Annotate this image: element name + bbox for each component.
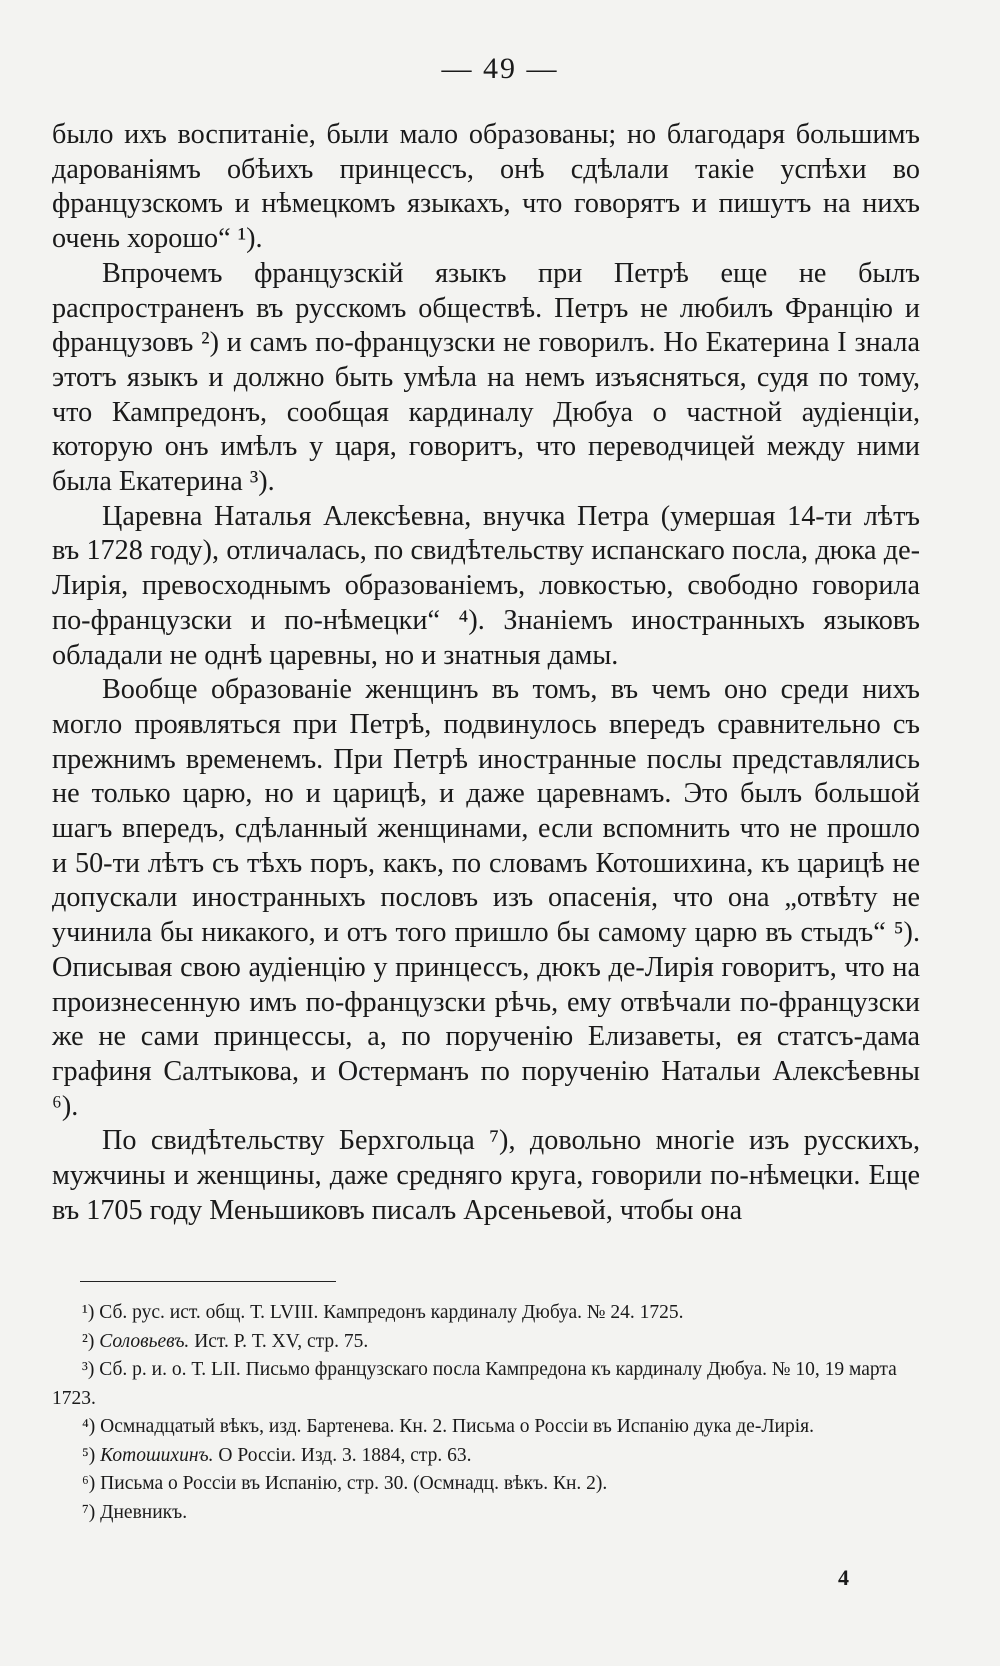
footnote-5 xyxy=(52,1442,920,1471)
footnote-2 xyxy=(52,1328,920,1357)
footnote-text: Дневникъ. xyxy=(100,1501,188,1523)
footnote-text: Сб. р. и. о. Т. LII. Письмо французскаго посла Кампредона къ кардиналу Дюбуа. № 10, 19 марта 1723. xyxy=(52,1359,897,1409)
footnote-text: Ист. Р. Т. XV, стр. 75. xyxy=(194,1330,369,1352)
main-text xyxy=(52,118,920,1229)
paragraph: По свидѣтельству Берхгольца ⁷), довольно многіе изъ русскихъ, мужчины и женщины, даже средняго круга, говорили по-нѣмецки. Еще въ 1705 году Меньшиковъ писалъ Арсеньевой, чтобы она xyxy=(52,1125,920,1226)
footnote-mark: ²) xyxy=(82,1330,95,1352)
footnote-7 xyxy=(52,1499,920,1528)
paragraph: было ихъ воспитаніе, были мало образованы; но благодаря большимъ дарованіямъ обѣихъ принцессъ, онѣ сдѣлали такіе успѣхи во французскомъ и нѣмецкомъ языкахъ, что говорятъ и пишутъ на нихъ очень хорошо“ ¹). xyxy=(52,119,920,255)
footnote-3 xyxy=(52,1356,920,1413)
footnote-author: Котошихинъ. xyxy=(100,1444,214,1466)
footnote-6 xyxy=(52,1470,920,1499)
footnote-author: Соловьевъ. xyxy=(99,1330,190,1352)
paragraph: Вообще образованіе женщинъ въ томъ, въ чемъ оно среди нихъ могло проявляться при Петрѣ, подвинулось впередъ сравнительно съ прежнимъ временемъ. При Петрѣ иностранные послы представлялись не только царю, но и царицѣ, и даже царевнамъ. Это былъ большой шагъ впередъ, сдѣланный женщинами, если вспомнить что не прошло и 50-ти лѣтъ съ тѣхъ поръ, какъ, по словамъ Котошихина, къ царицѣ не допускали иностранныхъ пословъ изъ опасенія, что она „отвѣту не учинила бы никакого, и отъ того пришло бы самому царю въ стыдъ“ ⁵). Описывая свою аудіенцію у принцессъ, дюкъ де-Лирія говоритъ, что на произнесенную имъ по-французски рѣчь, ему отвѣчали по-французски же не сами принцессы, а, по порученію Елизаветы, ея статсъ-дама графиня Салтыкова, и Остерманъ по порученію Натальи Алексѣевны ⁶). xyxy=(52,674,920,1122)
paragraph: Впрочемъ французскій языкъ при Петрѣ еще не былъ распространенъ въ русскомъ обществѣ. Петръ не любилъ Францію и французовъ ²) и самъ по-французски не говорилъ. Но Екатерина I знала этотъ языкъ и должно быть умѣла на немъ изъясняться, судя по тому, что Кампредонъ, сообщая кардиналу Дюбуа о частной аудіенціи, которую онъ имѣлъ у царя, говоритъ, что переводчицей между ними была Екатерина ³). xyxy=(52,257,920,498)
footnote-1 xyxy=(52,1299,920,1328)
footnotes xyxy=(52,1299,920,1527)
footnote-text: О Россіи. Изд. 3. 1884, стр. 63. xyxy=(218,1444,472,1466)
footnote-text: Письма о Россіи въ Испанію, стр. 30. (Осмнадц. вѣкъ. Кн. 2). xyxy=(100,1473,608,1494)
footnote-4 xyxy=(52,1413,920,1442)
footnote-mark: ³) xyxy=(82,1359,95,1380)
paragraph: Царевна Наталья Алексѣевна, внучка Петра (умершая 14-ти лѣтъ въ 1728 году), отличалась, по свидѣтельству испанскаго посла, дюка де-Лирія, превосходнымъ образованіемъ, ловкостью, свободно говорила по-французски и по-нѣмецки“ ⁴). Знаніемъ иностранныхъ языковъ обладали не однѣ царевны, но и знатныя дамы. xyxy=(52,500,920,671)
footnote-mark: ⁶) xyxy=(82,1473,96,1494)
footnote-mark: ⁵) xyxy=(82,1444,96,1466)
page-number: — 49 — xyxy=(441,52,559,85)
footnote-mark: ⁴) xyxy=(82,1416,96,1437)
footnote-divider xyxy=(80,1281,336,1282)
footnote-text: Сб. рус. ист. общ. Т. LVIII. Кампредонъ кардиналу Дюбуа. № 24. 1725. xyxy=(99,1302,684,1323)
footnote-mark: ⁷) xyxy=(82,1501,96,1523)
footnote-text: Осмнадцатый вѣкъ, изд. Бартенева. Кн. 2. Письма о Россіи въ Испанію дука де-Лирія. xyxy=(100,1416,814,1437)
footnote-mark: ¹) xyxy=(82,1302,95,1323)
signature-mark: 4 xyxy=(838,1565,849,1590)
